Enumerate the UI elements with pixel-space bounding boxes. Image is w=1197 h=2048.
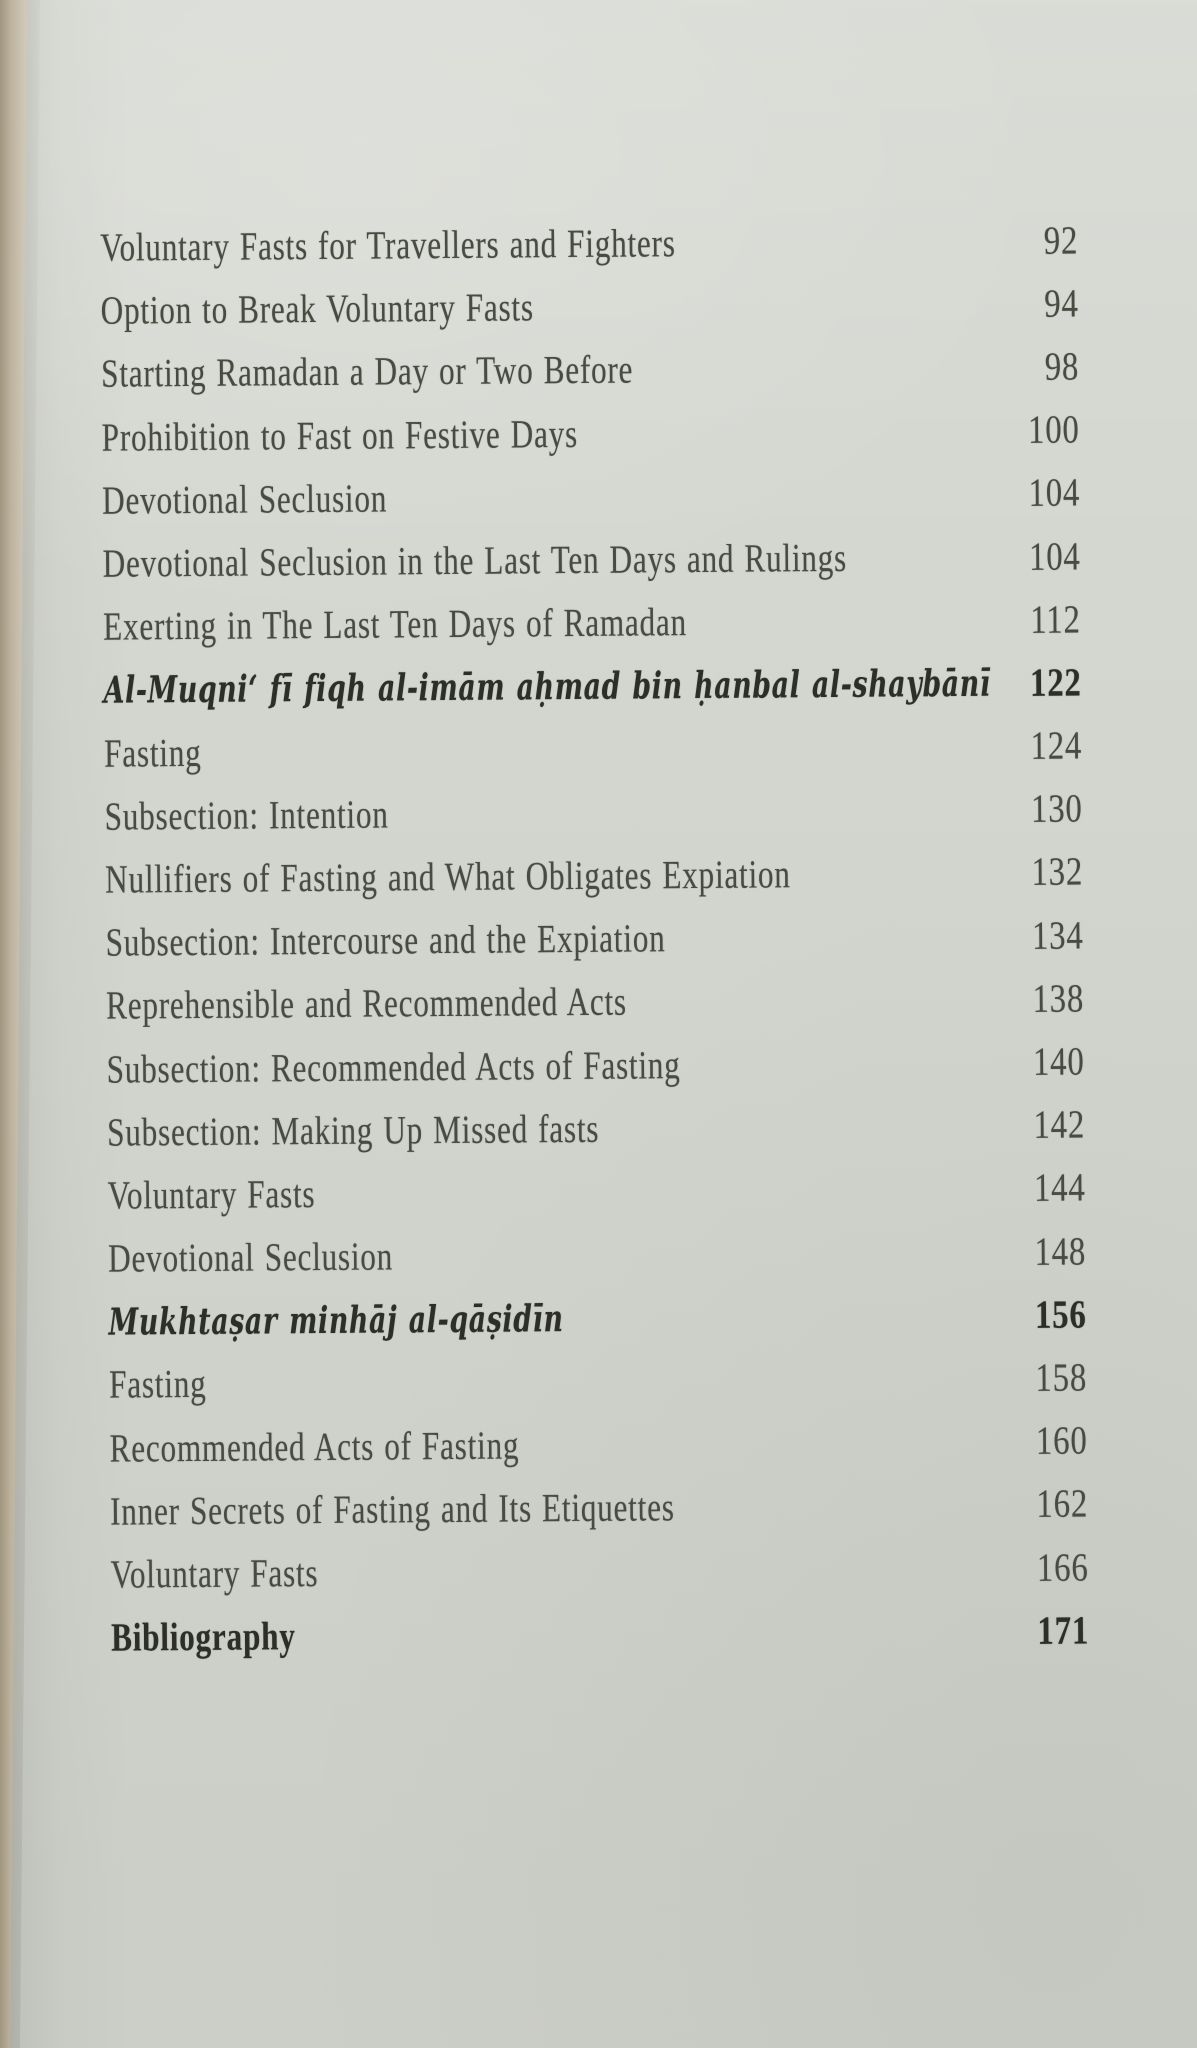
toc-entry-page-number: 144	[1033, 1164, 1086, 1211]
toc-entry	[109, 1345, 1087, 1416]
toc-entry-page-number: 148	[1034, 1228, 1087, 1274]
toc-entry	[100, 271, 1078, 342]
toc-entry	[108, 1282, 1086, 1353]
toc-entry-label: Reprehensible and Recommended Acts	[105, 978, 628, 1029]
toc-entry-label: Devotional Seclusion	[102, 475, 388, 523]
toc-entry-label: Nullifiers of Fasting and What Obligates Expiation	[104, 851, 791, 902]
toc-entry	[101, 334, 1079, 405]
toc-entry	[111, 1598, 1089, 1669]
toc-entry-page-number: 134	[1031, 912, 1084, 958]
toc-entry-page-number: 140	[1032, 1038, 1085, 1084]
toc-entry-label: Subsection: Intention	[104, 791, 389, 839]
toc-entry	[102, 524, 1080, 595]
toc-entry-label: Devotional Seclusion in the Last Ten Days and Rulings	[102, 534, 848, 586]
toc-entry	[103, 587, 1081, 658]
toc-entry	[109, 1409, 1087, 1480]
toc-entry-label: Voluntary Fasts for Travellers and Fighters	[100, 220, 676, 270]
toc-entry-label: Subsection: Making Up Missed fasts	[106, 1105, 600, 1155]
adjacent-page-edge	[0, 0, 30, 2048]
toc-entry-page-number: 122	[1029, 659, 1082, 705]
toc-entry-label: Prohibition to Fast on Festive Days	[101, 410, 579, 460]
toc-entry-page-number: 104	[1028, 469, 1081, 516]
toc-entry	[108, 1219, 1086, 1290]
table-of-contents	[98, 0, 1089, 1669]
toc-entry-label: Fasting	[104, 729, 202, 776]
toc-entry-page-number: 130	[1030, 785, 1083, 832]
toc-entry-page-number: 104	[1028, 533, 1081, 579]
toc-entry	[106, 1029, 1084, 1100]
toc-entry-label: Bibliography	[110, 1613, 296, 1660]
toc-entry	[110, 1535, 1088, 1606]
toc-entry-page-number: 98	[1044, 343, 1080, 389]
toc-entry-label: Option to Break Voluntary Fasts	[100, 284, 535, 333]
toc-entry	[106, 966, 1084, 1037]
toc-entry-label: Starting Ramadan a Day or Two Before	[101, 346, 634, 397]
toc-entry-page-number: 94	[1044, 280, 1079, 326]
toc-entry-label: Devotional Seclusion	[107, 1233, 394, 1281]
toc-entry-page-number: 162	[1036, 1480, 1089, 1527]
toc-entry-label: Exerting in The Last Ten Days of Ramadan	[103, 599, 688, 649]
toc-entry-label: Inner Secrets of Fasting and Its Etiquettes	[109, 1484, 675, 1534]
toc-entry	[107, 1093, 1085, 1164]
toc-entry	[105, 840, 1083, 911]
toc-entry-page-number: 160	[1035, 1417, 1088, 1464]
toc-entry	[105, 903, 1083, 974]
toc-entry-page-number: 100	[1027, 406, 1080, 453]
toc-entry-label: Subsection: Recommended Acts of Fasting	[106, 1041, 681, 1092]
toc-entry-page-number: 171	[1037, 1607, 1090, 1653]
toc-entry-page-number: 92	[1043, 217, 1079, 263]
toc-entry-label: Mukhtaṣar minhāj al-qāṣidīn	[108, 1295, 564, 1344]
toc-entry-page-number: 156	[1034, 1291, 1087, 1337]
toc-entry	[104, 777, 1082, 848]
toc-entry	[107, 1156, 1085, 1227]
toc-entry-label: Voluntary Fasts	[107, 1170, 316, 1218]
toc-entry-label: Subsection: Intercourse and the Expiation	[105, 915, 666, 965]
toc-entry	[110, 1472, 1088, 1543]
toc-entry	[100, 208, 1078, 279]
toc-entry-label: Recommended Acts of Fasting	[109, 1422, 520, 1471]
toc-entry-label: Voluntary Fasts	[110, 1550, 319, 1597]
toc-entry	[103, 650, 1081, 721]
toc-entry-page-number: 142	[1033, 1101, 1086, 1148]
toc-entry	[104, 714, 1082, 785]
toc-entry-page-number: 112	[1030, 596, 1082, 642]
toc-entry-page-number: 158	[1035, 1354, 1088, 1400]
toc-entry	[102, 461, 1080, 532]
toc-entry-label: Al-Muqni‘ fī fiqh al-imām aḥmad bin ḥanbal al-shaybānī	[103, 660, 991, 712]
toc-entry-page-number: 132	[1031, 848, 1084, 895]
toc-entry-page-number: 138	[1032, 975, 1085, 1021]
toc-entry	[101, 398, 1079, 469]
toc-entry-label: Fasting	[108, 1361, 207, 1408]
toc-entry-page-number: 124	[1030, 722, 1083, 769]
toc-entry-page-number: 166	[1036, 1544, 1089, 1590]
